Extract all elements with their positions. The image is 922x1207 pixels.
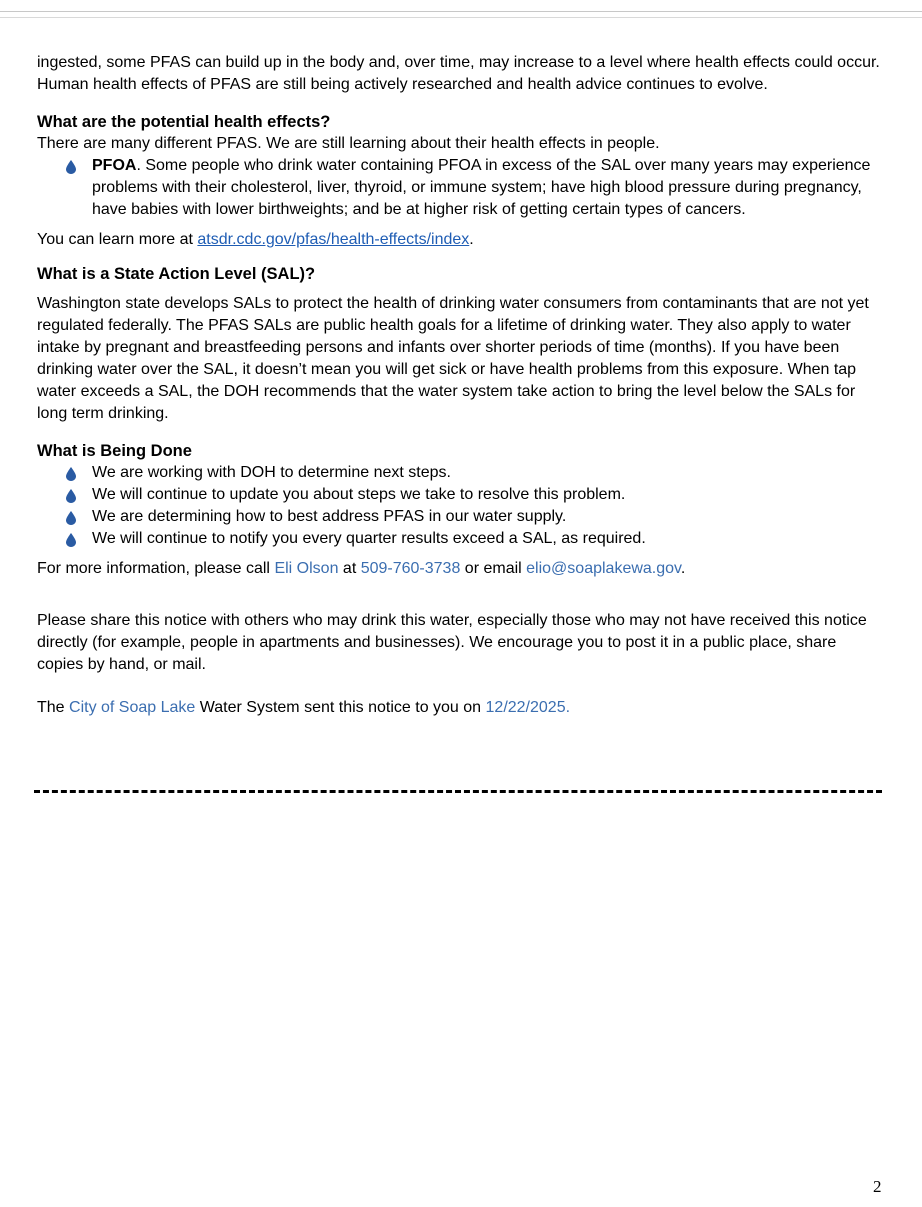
pfoa-label: PFOA [92, 157, 137, 174]
dashed-divider [34, 790, 882, 793]
list-item [37, 484, 883, 506]
page-number: 2 [873, 1177, 882, 1196]
contact-prefix: For more information, please call [37, 560, 275, 577]
list-item [37, 506, 883, 528]
share-paragraph: Please share this notice with others who may drink this water, especially those who may not have received this notice directly (for example, people in apartments and businesses). We encourage you to post it in a public place, share copies by hand, or mail. [37, 612, 867, 673]
sal-paragraph: Washington state develops SALs to protect the health of drinking water consumers from contaminants that are not yet regulated federally. The PFAS SALs are public health goals for a lifetime of drinking water. They also apply to water intake by pregnant and breastfeeding persons and infants over shorter periods of time (months). If you have been drinking water over the SAL, it doesn’t mean you will get sick or have health problems from this exposure. When tap water exceeds a SAL, the DOH recommends that the water system take action to bring the level below the SALs for long term drinking. [37, 295, 869, 422]
water-drop-icon [65, 533, 77, 547]
list-item-text: We are working with DOH to determine next steps. [92, 464, 451, 481]
list-item-text: We will continue to notify you every quarter results exceed a SAL, as required. [92, 530, 646, 547]
list-item-text: We will continue to update you about steps we take to resolve this problem. [92, 486, 626, 503]
sent-notice-line [37, 697, 883, 719]
water-drop-icon [65, 489, 77, 503]
water-drop-icon [65, 160, 77, 174]
water-system-name: City of Soap Lake [69, 699, 196, 716]
water-drop-icon [65, 511, 77, 525]
learn-more-suffix: . [469, 231, 474, 248]
being-done-heading: What is Being Done [37, 442, 192, 460]
intro-paragraph: ingested, some PFAS can build up in the body and, over time, may increase to a level where health effects could occur. Human health effects of PFAS are still being actively researched and health advice continues to evolve. [37, 54, 880, 93]
list-item [37, 462, 883, 484]
contact-line [37, 558, 883, 580]
pfoa-text: . Some people who drink water containing PFOA in excess of the SAL over many years may experience problems with their cholesterol, liver, thyroid, or immune system; have high blood pressure during pregnancy, have babies with lower birthweights; and be at higher risk of getting certain types of cancers. [92, 157, 871, 218]
learn-more-line [37, 229, 883, 251]
top-rule [0, 11, 922, 12]
contact-or-email: or email [460, 560, 527, 577]
health-effects-heading: What are the potential health effects? [37, 113, 331, 131]
atsdr-link[interactable]: atsdr.cdc.gov/pfas/health-effects/index [197, 231, 470, 248]
sent-prefix: The [37, 699, 70, 716]
document-page [37, 52, 883, 719]
health-effects-list [37, 155, 883, 221]
top-rule-secondary [0, 17, 922, 18]
learn-more-prefix: You can learn more at [37, 231, 198, 248]
list-item [37, 528, 883, 550]
water-drop-icon [65, 467, 77, 481]
sent-date: 12/22/2025. [485, 699, 571, 716]
sal-heading: What is a State Action Level (SAL)? [37, 265, 316, 283]
contact-email: elio@soaplakewa.gov [526, 560, 681, 577]
sent-middle: Water System sent this notice to you on [195, 699, 486, 716]
list-item [37, 155, 883, 221]
contact-at: at [338, 560, 361, 577]
health-effects-intro: There are many different PFAS. We are still learning about their health effects in people. [37, 135, 660, 152]
top-border [0, 0, 922, 18]
being-done-list [37, 462, 883, 550]
contact-name: Eli Olson [274, 560, 339, 577]
contact-phone: 509-760-3738 [360, 560, 461, 577]
list-item-text: We are determining how to best address PFAS in our water supply. [92, 508, 567, 525]
contact-suffix: . [680, 560, 686, 577]
